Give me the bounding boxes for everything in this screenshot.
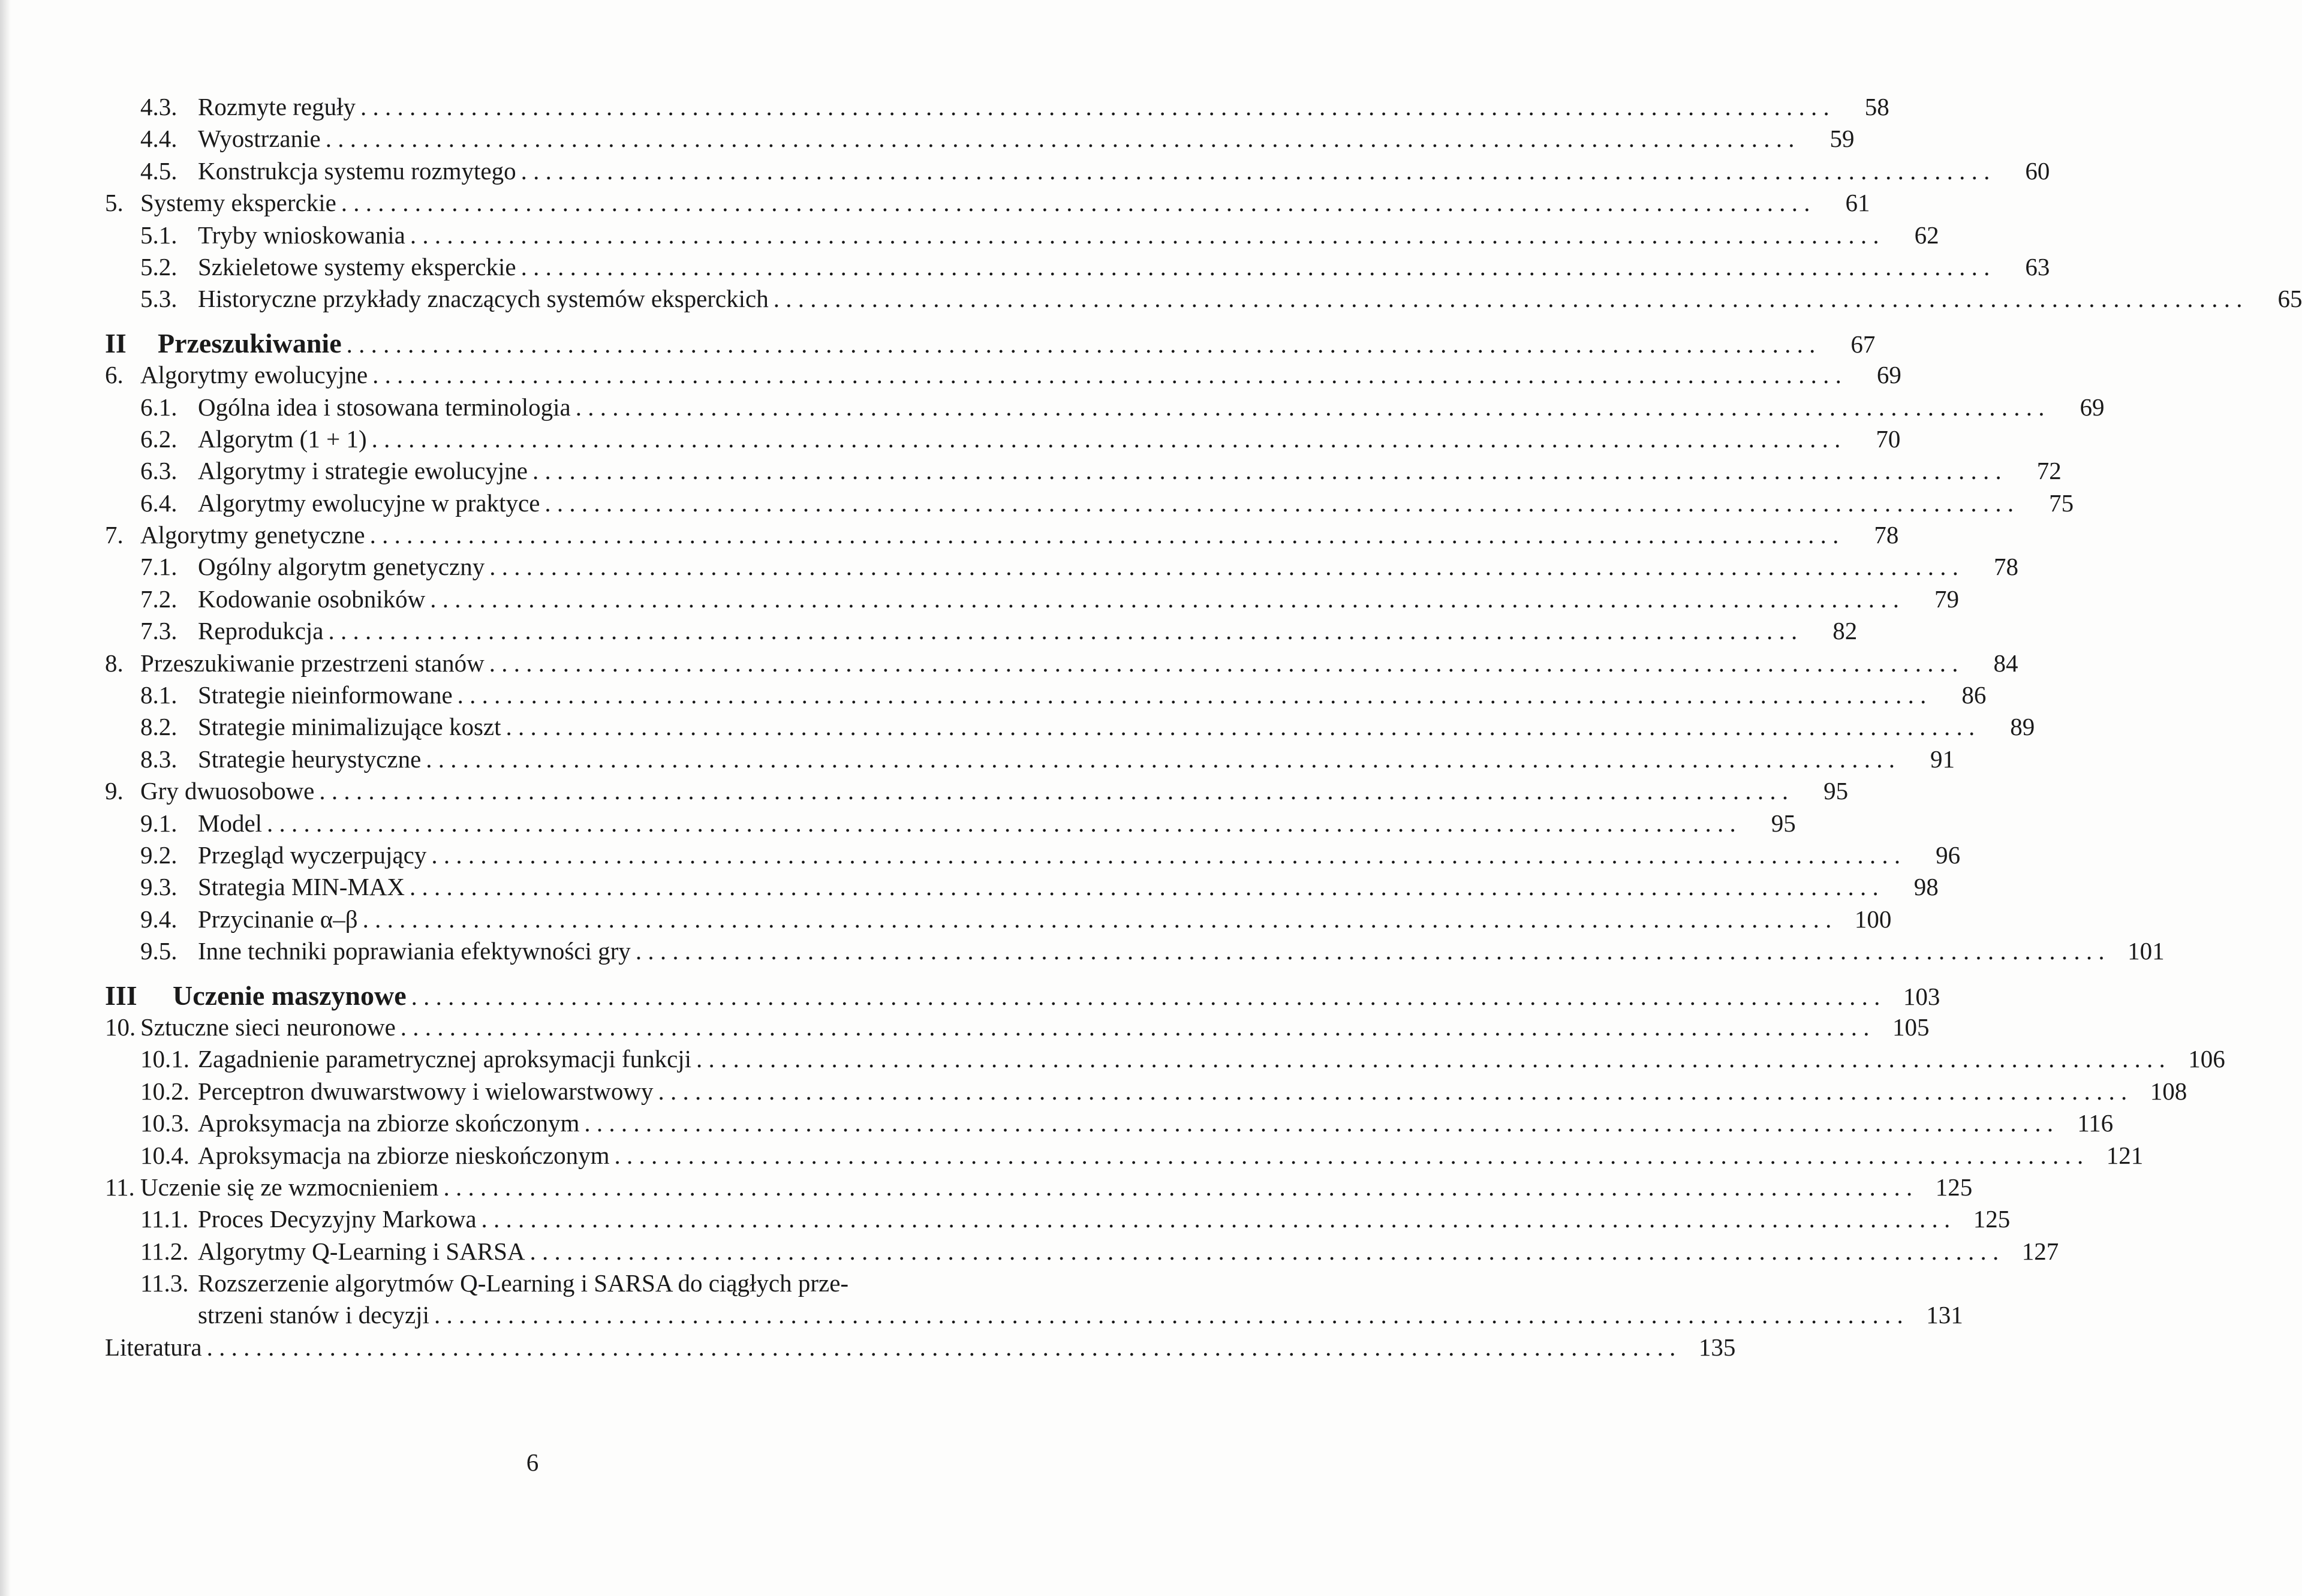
toc-page: 116 — [2077, 1109, 2114, 1137]
toc-title: Systemy eksperckie — [140, 189, 336, 217]
dot-leader: . . . . . . . . . . . . . . . . . . . . . . . . . . . . . . . . . . . . . . . . . . . . . . . . . . . . . . . . . . . . . . . . . . . . . . . . . . . . . . . . . . . . . . . . . . . . . . . . . . . . . . . . . . . . . . . . . . . . . . . . — [369, 521, 1839, 549]
dot-leader: . . . . . . . . . . . . . . . . . . . . . . . . . . . . . . . . . . . . . . . . . . . . . . . . . . . . . . . . . . . . . . . . . . . . . . . . . . . . . . . . . . . . . . . . . . . . . . . . . . . . . . . . . . . . . . . . . . . . . . . . — [773, 285, 2243, 313]
toc-page: 61 — [1845, 189, 1870, 217]
dot-leader: . . . . . . . . . . . . . . . . . . . . . . . . . . . . . . . . . . . . . . . . . . . . . . . . . . . . . . . . . . . . . . . . . . . . . . . . . . . . . . . . . . . . . . . . . . . . . . . . . . . . . . . . . . . . . . . . . . . . . . . . — [411, 982, 1880, 1010]
toc-number: 6.3. — [140, 457, 177, 485]
toc-page: 60 — [2025, 156, 2050, 185]
dot-leader: . . . . . . . . . . . . . . . . . . . . . . . . . . . . . . . . . . . . . . . . . . . . . . . . . . . . . . . . . . . . . . . . . . . . . . . . . . . . . . . . . . . . . . . . . . . . . . . . . . . . . . . . . . . . . . . . . . . . . . . . — [532, 457, 2002, 485]
toc-number: 10.1. — [140, 1045, 189, 1073]
toc-section-row[interactable] — [105, 743, 1955, 775]
toc-section-row[interactable] — [105, 283, 2302, 315]
dot-leader: . . . . . . . . . . . . . . . . . . . . . . . . . . . . . . . . . . . . . . . . . . . . . . . . . . . . . . . . . . . . . . . . . . . . . . . . . . . . . . . . . . . . . . . . . . . . . . . . . . . . . . . . . . . . . . . . . . . . . . . . — [362, 905, 1832, 933]
toc-chapter-row[interactable] — [105, 775, 1849, 807]
toc-part-row[interactable] — [105, 980, 1940, 1011]
toc-title: Ogólny algorytm genetyczny — [198, 553, 485, 581]
toc-number: III — [105, 980, 137, 1011]
toc-section-row[interactable] — [105, 1140, 2144, 1172]
toc-number: 9.2. — [140, 841, 177, 869]
scan-edge-shadow — [0, 0, 11, 1596]
toc-number: 8. — [105, 649, 124, 677]
toc-section-row[interactable] — [105, 155, 2050, 187]
toc-title: Algorytm (1 + 1) — [198, 424, 367, 453]
toc-page: 127 — [2021, 1237, 2059, 1265]
page-number: 6 — [526, 1449, 539, 1476]
toc-section-row[interactable] — [105, 1203, 2011, 1235]
toc-title: Gry dwuosobowe — [140, 777, 315, 805]
toc-page: 89 — [2010, 713, 2035, 741]
dot-leader: . . . . . . . . . . . . . . . . . . . . . . . . . . . . . . . . . . . . . . . . . . . . . . . . . . . . . . . . . . . . . . . . . . . . . . . . . . . . . . . . . . . . . . . . . . . . . . . . . . . . . . . . . . . . . . . . . . . . . . . . — [635, 937, 2105, 965]
toc-title: Inne techniki poprawiania efektywności gry — [198, 937, 631, 965]
toc-section-row[interactable] — [105, 808, 1796, 839]
toc-title: Algorytmy Q-Learning i SARSA — [198, 1237, 525, 1265]
toc-page: 105 — [1892, 1013, 1930, 1041]
dot-leader: . . . . . . . . . . . . . . . . . . . . . . . . . . . . . . . . . . . . . . . . . . . . . . . . . . . . . . . . . . . . . . . . . . . . . . . . . . . . . . . . . . . . . . . . . . . . . . . . . . . . . . . . . . . . . . . . . . . . . . . . — [529, 1237, 1999, 1265]
toc-page: 70 — [1876, 424, 1901, 453]
toc-page: 78 — [1874, 521, 1899, 549]
dot-leader: . . . . . . . . . . . . . . . . . . . . . . . . . . . . . . . . . . . . . . . . . . . . . . . . . . . . . . . . . . . . . . . . . . . . . . . . . . . . . . . . . . . . . . . . . . . . . . . . . . . . . . . . . . . . . . . . . . . . . . . . — [489, 553, 1958, 581]
toc-section-row[interactable] — [105, 839, 1961, 871]
toc-page: 86 — [1961, 681, 1987, 709]
toc-section-row[interactable] — [105, 1107, 2114, 1139]
toc-page: 63 — [2025, 252, 2050, 281]
toc-page: 106 — [2188, 1045, 2225, 1073]
toc-page: 65 — [2277, 285, 2302, 313]
toc-title-continuation: strzeni stanów i decyzji — [198, 1301, 429, 1329]
toc-section-row[interactable] — [105, 1076, 2187, 1107]
toc-title: Rozszerzenie algorytmów Q-Learning i SARSA do ciągłych prze- — [198, 1269, 849, 1297]
toc-number: 11.3. — [140, 1269, 189, 1297]
toc-chapter-row[interactable] — [105, 187, 1870, 219]
toc-number: 9.3. — [140, 873, 177, 901]
toc-number: 11.1. — [140, 1205, 189, 1233]
toc-section-row[interactable] — [105, 123, 1855, 155]
toc-title: Uczenie się ze wzmocnieniem — [140, 1173, 439, 1201]
toc-number: 7. — [105, 521, 124, 549]
toc-section-row[interactable] — [105, 251, 2050, 283]
toc-title: Rozmyte reguły — [198, 93, 356, 121]
toc-section-row[interactable] — [105, 615, 1858, 647]
table-of-contents — [105, 91, 2302, 1363]
toc-section-row[interactable] — [105, 871, 1939, 903]
toc-title: Proces Decyzyjny Markowa — [198, 1205, 477, 1233]
toc-page: 125 — [1935, 1173, 1973, 1201]
toc-title: Historyczne przykłady znaczących systemów eksperckich — [198, 285, 769, 313]
toc-title: Przegląd wyczerpujący — [198, 841, 427, 869]
toc-number: 9.1. — [140, 809, 177, 837]
toc-section-row[interactable] — [105, 455, 2062, 487]
toc-title: Ogólna idea i stosowana terminologia — [198, 393, 571, 421]
toc-page: 67 — [1850, 330, 1876, 358]
toc-number: 11. — [105, 1173, 135, 1201]
toc-page: 75 — [2049, 489, 2074, 517]
toc-title: Perceptron dwuwarstwowy i wielowarstwowy — [198, 1077, 654, 1105]
dot-leader: . . . . . . . . . . . . . . . . . . . . . . . . . . . . . . . . . . . . . . . . . . . . . . . . . . . . . . . . . . . . . . . . . . . . . . . . . . . . . . . . . . . . . . . . . . . . . . . . . . . . . . . . . . . . . . . . . . . . . . . . — [372, 361, 1841, 389]
dot-leader: . . . . . . . . . . . . . . . . . . . . . . . . . . . . . . . . . . . . . . . . . . . . . . . . . . . . . . . . . . . . . . . . . . . . . . . . . . . . . . . . . . . . . . . . . . . . . . . . . . . . . . . . . . . . . . . . . . . . . . . . — [206, 1333, 1676, 1361]
toc-title: Kodowanie osobników — [198, 585, 426, 613]
dot-leader: . . . . . . . . . . . . . . . . . . . . . . . . . . . . . . . . . . . . . . . . . . . . . . . . . . . . . . . . . . . . . . . . . . . . . . . . . . . . . . . . . . . . . . . . . . . . . . . . . . . . . . . . . . . . . . . . . . . . . . . . — [325, 125, 1795, 153]
toc-section-row[interactable] — [105, 423, 1901, 455]
dot-leader: . . . . . . . . . . . . . . . . . . . . . . . . . . . . . . . . . . . . . . . . . . . . . . . . . . . . . . . . . . . . . . . . . . . . . . . . . . . . . . . . . . . . . . . . . . . . . . . . . . . . . . . . . . . . . . . . . . . . . . . . — [520, 156, 1990, 185]
toc-number: 10.4. — [140, 1141, 189, 1169]
toc-section-row[interactable] — [105, 219, 1939, 251]
toc-number: 11.2. — [140, 1237, 189, 1265]
dot-leader: . . . . . . . . . . . . . . . . . . . . . . . . . . . . . . . . . . . . . . . . . . . . . . . . . . . . . . . . . . . . . . . . . . . . . . . . . . . . . . . . . . . . . . . . . . . . . . . . . . . . . . . . . . . . . . . . . . . . . . . . — [426, 745, 1895, 773]
toc-number: 5.1. — [140, 221, 177, 249]
dot-leader: . . . . . . . . . . . . . . . . . . . . . . . . . . . . . . . . . . . . . . . . . . . . . . . . . . . . . . . . . . . . . . . . . . . . . . . . . . . . . . . . . . . . . . . . . . . . . . . . . . . . . . . . . . . . . . . . . . . . . . . . — [443, 1173, 1913, 1201]
toc-section-row[interactable] — [105, 904, 1892, 935]
toc-section-row-continuation — [105, 1299, 1963, 1331]
toc-page: 101 — [2128, 937, 2165, 965]
toc-section-row[interactable] — [105, 1043, 2225, 1075]
toc-title: Przeszukiwanie — [158, 327, 342, 359]
toc-number: 8.3. — [140, 745, 177, 773]
toc-number: 9.5. — [140, 937, 177, 965]
toc-page: 79 — [1934, 585, 1959, 613]
toc-chapter-row[interactable] — [105, 648, 2018, 679]
toc-title: Strategie minimalizujące koszt — [198, 713, 501, 741]
dot-leader: . . . . . . . . . . . . . . . . . . . . . . . . . . . . . . . . . . . . . . . . . . . . . . . . . . . . . . . . . . . . . . . . . . . . . . . . . . . . . . . . . . . . . . . . . . . . . . . . . . . . . . . . . . . . . . . . . . . . . . . . — [410, 873, 1879, 901]
toc-number: 6. — [105, 361, 124, 389]
toc-chapter-row[interactable] — [105, 519, 1899, 551]
toc-title: Zagadnienie parametrycznej aproksymacji funkcji — [198, 1045, 692, 1073]
dot-leader: . . . . . . . . . . . . . . . . . . . . . . . . . . . . . . . . . . . . . . . . . . . . . . . . . . . . . . . . . . . . . . . . . . . . . . . . . . . . . . . . . . . . . . . . . . . . . . . . . . . . . . . . . . . . . . . . . . . . . . . . — [360, 93, 1829, 121]
toc-page: 135 — [1698, 1333, 1736, 1361]
toc-title: Strategia MIN-MAX — [198, 873, 405, 901]
toc-page: 125 — [1973, 1205, 2011, 1233]
dot-leader: . . . . . . . . . . . . . . . . . . . . . . . . . . . . . . . . . . . . . . . . . . . . . . . . . . . . . . . . . . . . . . . . . . . . . . . . . . . . . . . . . . . . . . . . . . . . . . . . . . . . . . . . . . . . . . . . . . . . . . . . — [410, 221, 1879, 249]
toc-page: 69 — [2080, 393, 2105, 421]
dot-leader: . . . . . . . . . . . . . . . . . . . . . . . . . . . . . . . . . . . . . . . . . . . . . . . . . . . . . . . . . . . . . . . . . . . . . . . . . . . . . . . . . . . . . . . . . . . . . . . . . . . . . . . . . . . . . . . . . . . . . . . . — [544, 489, 2014, 517]
toc-section-row[interactable] — [105, 91, 1889, 123]
dot-leader: . . . . . . . . . . . . . . . . . . . . . . . . . . . . . . . . . . . . . . . . . . . . . . . . . . . . . . . . . . . . . . . . . . . . . . . . . . . . . . . . . . . . . . . . . . . . . . . . . . . . . . . . . . . . . . . . . . . . . . . . — [400, 1013, 1870, 1041]
toc-number: 8.2. — [140, 713, 177, 741]
toc-title: Szkieletowe systemy eksperckie — [198, 252, 516, 281]
toc-title: Konstrukcja systemu rozmytego — [198, 156, 516, 185]
toc-title: Wyostrzanie — [198, 125, 321, 153]
toc-page: 84 — [1993, 649, 2018, 677]
toc-title: Algorytmy ewolucyjne w praktyce — [198, 489, 540, 517]
toc-title: Tryby wnioskowania — [198, 221, 405, 249]
toc-number: 10.2. — [140, 1077, 189, 1105]
toc-number: 6.4. — [140, 489, 177, 517]
toc-title: Algorytmy ewolucyjne — [140, 361, 368, 389]
dot-leader: . . . . . . . . . . . . . . . . . . . . . . . . . . . . . . . . . . . . . . . . . . . . . . . . . . . . . . . . . . . . . . . . . . . . . . . . . . . . . . . . . . . . . . . . . . . . . . . . . . . . . . . . . . . . . . . . . . . . . . . . — [371, 424, 1841, 453]
dot-leader: . . . . . . . . . . . . . . . . . . . . . . . . . . . . . . . . . . . . . . . . . . . . . . . . . . . . . . . . . . . . . . . . . . . . . . . . . . . . . . . . . . . . . . . . . . . . . . . . . . . . . . . . . . . . . . . . . . . . . . . . — [575, 393, 2045, 421]
toc-page: 59 — [1829, 125, 1855, 153]
toc-section-row[interactable] — [105, 1267, 974, 1299]
toc-page: 58 — [1864, 93, 1889, 121]
toc-number: 7.3. — [140, 617, 177, 645]
toc-page: 108 — [2150, 1077, 2187, 1105]
toc-section-row[interactable] — [105, 392, 2105, 423]
toc-part-row[interactable] — [105, 327, 1876, 359]
toc-number: 7.2. — [140, 585, 177, 613]
toc-number: 5.3. — [140, 285, 177, 313]
toc-number: 5.2. — [140, 252, 177, 281]
toc-page: 131 — [1926, 1301, 1963, 1329]
toc-page: 96 — [1936, 841, 1961, 869]
toc-page: 78 — [1993, 553, 2018, 581]
toc-page: 103 — [1903, 982, 1940, 1010]
toc-page: 69 — [1876, 361, 1901, 389]
toc-number: II — [105, 327, 127, 359]
dot-leader: . . . . . . . . . . . . . . . . . . . . . . . . . . . . . . . . . . . . . . . . . . . . . . . . . . . . . . . . . . . . . . . . . . . . . . . . . . . . . . . . . . . . . . . . . . . . . . . . . . . . . . . . . . . . . . . . . . . . . . . . — [481, 1205, 1951, 1233]
toc-chapter-row[interactable] — [105, 1332, 1736, 1363]
toc-page: 121 — [2106, 1141, 2144, 1169]
toc-number: 6.2. — [140, 424, 177, 453]
toc-number: 4.4. — [140, 125, 177, 153]
toc-number: 10. — [105, 1013, 136, 1041]
toc-title: Strategie heurystyczne — [198, 745, 422, 773]
dot-leader: . . . . . . . . . . . . . . . . . . . . . . . . . . . . . . . . . . . . . . . . . . . . . . . . . . . . . . . . . . . . . . . . . . . . . . . . . . . . . . . . . . . . . . . . . . . . . . . . . . . . . . . . . . . . . . . . . . . . . . . . — [489, 649, 1958, 677]
toc-number: 4.3. — [140, 93, 177, 121]
toc-title: Uczenie maszynowe — [173, 980, 407, 1011]
toc-title: Algorytmy i strategie ewolucyjne — [198, 457, 528, 485]
toc-title: Aproksymacja na zbiorze skończonym — [198, 1109, 580, 1137]
toc-title: Sztuczne sieci neuronowe — [140, 1013, 396, 1041]
toc-section-row[interactable] — [105, 1236, 2059, 1267]
dot-leader: . . . . . . . . . . . . . . . . . . . . . . . . . . . . . . . . . . . . . . . . . . . . . . . . . . . . . . . . . . . . . . . . . . . . . . . . . . . . . . . . . . . . . . . . . . . . . . . . . . . . . . . . . . . . . . . . . . . . . . . . — [505, 713, 1975, 741]
toc-section-row[interactable] — [105, 551, 2018, 583]
dot-leader: . . . . . . . . . . . . . . . . . . . . . . . . . . . . . . . . . . . . . . . . . . . . . . . . . . . . . . . . . . . . . . . . . . . . . . . . . . . . . . . . . . . . . . . . . . . . . . . . . . . . . . . . . . . . . . . . . . . . . . . . — [434, 1301, 1903, 1329]
toc-page: 100 — [1854, 905, 1892, 933]
dot-leader: . . . . . . . . . . . . . . . . . . . . . . . . . . . . . . . . . . . . . . . . . . . . . . . . . . . . . . . . . . . . . . . . . . . . . . . . . . . . . . . . . . . . . . . . . . . . . . . . . . . . . . . . . . . . . . . . . . . . . . . . — [658, 1077, 2128, 1105]
dot-leader: . . . . . . . . . . . . . . . . . . . . . . . . . . . . . . . . . . . . . . . . . . . . . . . . . . . . . . . . . . . . . . . . . . . . . . . . . . . . . . . . . . . . . . . . . . . . . . . . . . . . . . . . . . . . . . . . . . . . . . . . — [430, 585, 1899, 613]
dot-leader: . . . . . . . . . . . . . . . . . . . . . . . . . . . . . . . . . . . . . . . . . . . . . . . . . . . . . . . . . . . . . . . . . . . . . . . . . . . . . . . . . . . . . . . . . . . . . . . . . . . . . . . . . . . . . . . . . . . . . . . . — [584, 1109, 2054, 1137]
dot-leader: . . . . . . . . . . . . . . . . . . . . . . . . . . . . . . . . . . . . . . . . . . . . . . . . . . . . . . . . . . . . . . . . . . . . . . . . . . . . . . . . . . . . . . . . . . . . . . . . . . . . . . . . . . . . . . . . . . . . . . . . — [696, 1045, 2165, 1073]
toc-page: 95 — [1823, 777, 1849, 805]
dot-leader: . . . . . . . . . . . . . . . . . . . . . . . . . . . . . . . . . . . . . . . . . . . . . . . . . . . . . . . . . . . . . . . . . . . . . . . . . . . . . . . . . . . . . . . . . . . . . . . . . . . . . . . . . . . . . . . . . . . . . . . . — [457, 681, 1927, 709]
toc-chapter-row[interactable] — [105, 359, 1901, 391]
dot-leader: . . . . . . . . . . . . . . . . . . . . . . . . . . . . . . . . . . . . . . . . . . . . . . . . . . . . . . . . . . . . . . . . . . . . . . . . . . . . . . . . . . . . . . . . . . . . . . . . . . . . . . . . . . . . . . . . . . . . . . . . — [346, 330, 1816, 358]
toc-page: 62 — [1914, 221, 1939, 249]
toc-title: Model — [198, 809, 263, 837]
toc-page: 72 — [2036, 457, 2062, 485]
toc-number: 9. — [105, 777, 124, 805]
dot-leader: . . . . . . . . . . . . . . . . . . . . . . . . . . . . . . . . . . . . . . . . . . . . . . . . . . . . . . . . . . . . . . . . . . . . . . . . . . . . . . . . . . . . . . . . . . . . . . . . . . . . . . . . . . . . . . . . . . . . . . . . — [520, 252, 1990, 281]
toc-title: Strategie nieinformowane — [198, 681, 453, 709]
toc-page: 95 — [1771, 809, 1796, 837]
toc-number: 10.3. — [140, 1109, 189, 1137]
dot-leader: . . . . . . . . . . . . . . . . . . . . . . . . . . . . . . . . . . . . . . . . . . . . . . . . . . . . . . . . . . . . . . . . . . . . . . . . . . . . . . . . . . . . . . . . . . . . . . . . . . . . . . . . . . . . . . . . . . . . . . . . — [319, 777, 1789, 805]
toc-number: 8.1. — [140, 681, 177, 709]
toc-number: 6.1. — [140, 393, 177, 421]
toc-section-row[interactable] — [105, 487, 2074, 519]
toc-number: 4.5. — [140, 156, 177, 185]
toc-number: 5. — [105, 189, 124, 217]
dot-leader: . . . . . . . . . . . . . . . . . . . . . . . . . . . . . . . . . . . . . . . . . . . . . . . . . . . . . . . . . . . . . . . . . . . . . . . . . . . . . . . . . . . . . . . . . . . . . . . . . . . . . . . . . . . . . . . . . . . . . . . . — [341, 189, 1810, 217]
toc-title: Aproksymacja na zbiorze nieskończonym — [198, 1141, 610, 1169]
toc-page: 91 — [1930, 745, 1955, 773]
toc-page: 98 — [1913, 873, 1939, 901]
toc-page: 82 — [1832, 617, 1858, 645]
toc-title: Reprodukcja — [198, 617, 324, 645]
dot-leader: . . . . . . . . . . . . . . . . . . . . . . . . . . . . . . . . . . . . . . . . . . . . . . . . . . . . . . . . . . . . . . . . . . . . . . . . . . . . . . . . . . . . . . . . . . . . . . . . . . . . . . . . . . . . . . . . . . . . . . . . — [431, 841, 1901, 869]
toc-chapter-row[interactable] — [105, 1011, 1930, 1043]
toc-title: Przycinanie α–β — [198, 905, 358, 933]
toc-section-row[interactable] — [105, 711, 2035, 743]
toc-chapter-row[interactable] — [105, 1172, 1973, 1203]
toc-section-row[interactable] — [105, 935, 2165, 967]
dot-leader: . . . . . . . . . . . . . . . . . . . . . . . . . . . . . . . . . . . . . . . . . . . . . . . . . . . . . . . . . . . . . . . . . . . . . . . . . . . . . . . . . . . . . . . . . . . . . . . . . . . . . . . . . . . . . . . . . . . . . . . . — [614, 1141, 2084, 1169]
toc-title: Algorytmy genetyczne — [140, 521, 365, 549]
toc-title: Literatura — [105, 1333, 202, 1361]
toc-number: 7.1. — [140, 553, 177, 581]
dot-leader: . . . . . . . . . . . . . . . . . . . . . . . . . . . . . . . . . . . . . . . . . . . . . . . . . . . . . . . . . . . . . . . . . . . . . . . . . . . . . . . . . . . . . . . . . . . . . . . . . . . . . . . . . . . . . . . . . . . . . . . . — [328, 617, 1798, 645]
toc-title: Przeszukiwanie przestrzeni stanów — [140, 649, 485, 677]
toc-section-row[interactable] — [105, 679, 1987, 711]
toc-number: 9.4. — [140, 905, 177, 933]
toc-section-row[interactable] — [105, 583, 1959, 615]
dot-leader: . . . . . . . . . . . . . . . . . . . . . . . . . . . . . . . . . . . . . . . . . . . . . . . . . . . . . . . . . . . . . . . . . . . . . . . . . . . . . . . . . . . . . . . . . . . . . . . . . . . . . . . . . . . . . . . . . . . . . . . . — [267, 809, 1736, 837]
